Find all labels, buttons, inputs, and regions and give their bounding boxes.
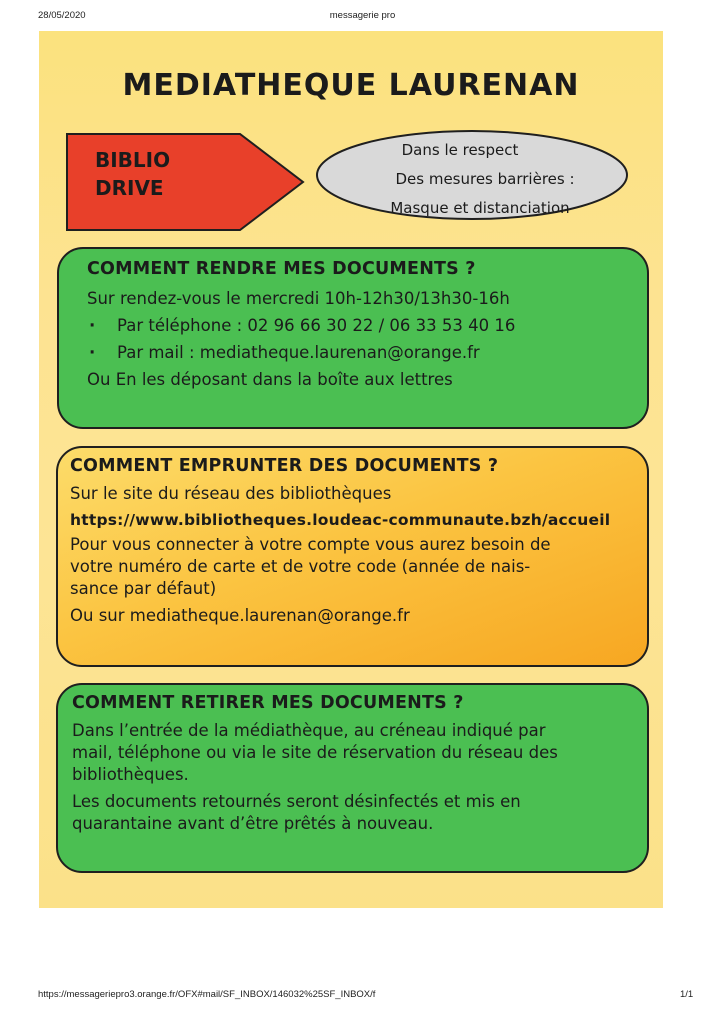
borrow-mail: Ou sur mediatheque.laurenan@orange.fr: [70, 606, 410, 625]
borrow-login-line-1: Pour vous connecter à votre compte vous aurez besoin de: [70, 535, 551, 554]
pickup-documents-box: [56, 683, 649, 873]
borrow-heading: COMMENT EMPRUNTER DES DOCUMENTS ?: [70, 456, 499, 476]
return-documents-box: [57, 247, 649, 429]
print-app-name: messagerie pro: [329, 10, 396, 21]
pickup-line-2: mail, téléphone ou via le site de réservation du réseau des: [72, 743, 558, 762]
return-schedule: Sur rendez-vous le mercredi 10h-12h30/13h30-16h: [87, 289, 510, 308]
return-phone-item: [89, 316, 647, 335]
safety-line-2: Des mesures barrières :: [395, 170, 575, 188]
biblio-label: BIBLIO: [95, 148, 171, 172]
borrow-documents-box: [56, 446, 649, 667]
return-mail-item: [89, 343, 647, 362]
print-url: https://messageriepro3.orange.fr/OFX#mail/SF_INBOX/146032%25SF_INBOX/f: [38, 989, 376, 1000]
borrow-network-text: Sur le site du réseau des bibliothèques: [70, 484, 392, 503]
pickup-line-3: bibliothèques.: [72, 765, 189, 784]
safety-line-1: Dans le respect: [401, 141, 519, 159]
return-heading: COMMENT RENDRE MES DOCUMENTS ?: [87, 259, 476, 279]
pickup-line-1: Dans l’entrée de la médiathèque, au créneau indiqué par: [72, 721, 546, 740]
return-mailbox: Ou En les déposant dans la boîte aux lettres: [87, 370, 453, 389]
bullet-icon: ·: [89, 316, 96, 335]
print-page-number: 1/1: [680, 989, 694, 1000]
return-phone: Par téléphone : 02 96 66 30 22 / 06 33 53 40 16: [117, 316, 516, 335]
pickup-heading: COMMENT RETIRER MES DOCUMENTS ?: [72, 693, 464, 713]
borrow-login-line-2: votre numéro de carte et de votre code (année de nais-: [70, 557, 531, 576]
biblio-drive-label: [95, 146, 170, 202]
drive-label: DRIVE: [95, 176, 164, 200]
borrow-login-line-3: sance par défaut): [70, 579, 217, 598]
return-mail: Par mail : mediatheque.laurenan@orange.fr: [117, 343, 480, 362]
borrow-network-url: https://www.bibliotheques.loudeac-communaute.bzh/accueil: [70, 511, 611, 529]
pickup-line-5: quarantaine avant d’être prêtés à nouveau.: [72, 814, 434, 833]
pickup-line-4: Les documents retournés seront désinfectés et mis en: [72, 792, 521, 811]
bullet-icon: ·: [89, 343, 96, 362]
print-date: 28/05/2020: [38, 10, 86, 21]
safety-measures-text: [330, 136, 620, 223]
poster-title: MEDIATHEQUE LAURENAN: [122, 68, 580, 103]
safety-line-3: Masque et distanciation: [390, 199, 570, 217]
